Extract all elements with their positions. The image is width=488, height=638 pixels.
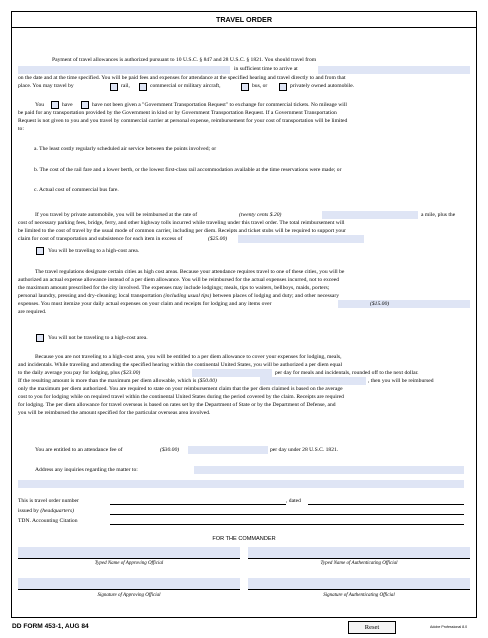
p5-line3b: per day for meals and incidentals, rounded off to the next dollar. [275, 370, 419, 376]
p4-line6: are required. [18, 309, 47, 315]
excess-amount-field[interactable] [238, 235, 364, 243]
fee-label-b: per day under 28 U.S.C. 1821. [270, 447, 339, 453]
not-high-cost-checkbox[interactable] [36, 334, 44, 342]
list-item-a: a. The least costly regularly scheduled air service between the points involved; or [34, 146, 217, 152]
p5-line6: cost to you for lodging while on required travel within the continental United States during the period covered by the claim. Receipts are required [18, 394, 344, 400]
aircraft-checkbox[interactable] [139, 83, 147, 91]
p5-line8: you will be reimbursed the amount specified for the particular overseas area involved. [18, 410, 211, 416]
list-item-c: c. Actual cost of commercial bus fare. [34, 187, 119, 193]
p4-line2: authorized an actual expense allowance instead of a per diem allowance. You will be reimbursed for the actual expenses incurred, not to exceed [18, 277, 340, 283]
p3-amount: ($25.00) [208, 236, 228, 242]
p2-rest: have not been given a "Government Transportation Request" to exchange for commercial tickets. No mileage will [92, 102, 347, 108]
signature-authenticating-line [248, 588, 470, 590]
automobile-checkbox[interactable] [279, 83, 287, 91]
typed-approving-line [18, 557, 240, 559]
mileage-field[interactable] [322, 211, 418, 219]
issued-by-label: issued by (headquarters) [18, 508, 74, 514]
p3-line1: If you travel by private automobile, you will be reimbursed at the rate of [35, 212, 198, 218]
address-field-1[interactable] [194, 466, 464, 474]
automobile-label: privately owned automobile. [290, 83, 355, 89]
p1-line3: on the date and at the time specified. You will be paid fees and expenses for attendance at the specified hearing and travel directly to and from that [18, 75, 346, 81]
high-cost-label: You will be traveling to a high-cost area. [48, 248, 140, 254]
arrive-at-field[interactable] [318, 66, 470, 74]
max-per-diem-field[interactable] [260, 377, 366, 385]
p5-line2: and incidentals. While traveling and attending the specified hearing within the continental United States, you will be authorized a per diem equal [18, 362, 343, 368]
p1-place: place. You may travel by [18, 83, 74, 89]
adobe-version: Adobe Professional 8.0 [430, 625, 468, 629]
mileage-rate: (twenty cents $.20) [239, 212, 282, 218]
dated-label: , dated [286, 498, 301, 504]
p2-line4: to: [18, 126, 24, 132]
list-item-b: b. The cost of the rail fare and a lower berth, or the lowest first-class rail accommodation available at the time reservations were made; or [34, 167, 342, 173]
order-number-field[interactable] [110, 497, 286, 505]
for-the-commander: FOR THE COMMANDER [212, 536, 276, 542]
aircraft-label: commercial or military aircraft, [150, 83, 221, 89]
signature-approving-caption: Signature of Approving Official [97, 593, 161, 598]
not-high-cost-label: You will not be traveling to a high-cost area. [48, 335, 148, 341]
fee-amount: ($30.00) [160, 447, 180, 453]
have-not-checkbox[interactable] [81, 101, 89, 109]
p2-line2: be paid for any transportation provided by the Government in kind or by Government Transportation Request. If a Government Transportation [18, 110, 337, 116]
high-cost-checkbox[interactable] [36, 247, 44, 255]
p5-line3: to the daily average you pay for lodging, plus ($23.00) [18, 370, 141, 376]
form-number: DD FORM 453-1, AUG 84 [12, 623, 89, 630]
p2-line3: Request is not given to you and you travel by commercial carrier at personal expense, reimbursement for your cost of transportation will be limited [18, 118, 348, 124]
issued-by-field[interactable] [110, 507, 464, 515]
p3-line2: cost of necessary parking fees, bridge, ferry, and other highway tolls incurred while traveling under this travel order. The total reimbursement will [18, 220, 345, 226]
p1-line2: in sufficient time to arrive at [234, 66, 298, 72]
rail-checkbox[interactable] [110, 83, 118, 91]
travel-order-form [11, 11, 477, 618]
p3-line1b: a mile, plus the [421, 212, 456, 218]
bus-checkbox[interactable] [241, 83, 249, 91]
p4-line1: The travel regulations designate certain cities as high cost areas. Because your attendance requires travel to one of these cities, you will be [35, 269, 345, 275]
typed-authenticating-caption: Typed Name of Authenticating Official [320, 561, 398, 566]
itemize-field[interactable] [338, 300, 470, 308]
p4-line4: personal laundry, pressing and dry-cleaning; local transportation (including usual tips) between places of lodging and duty; and other necessary [18, 293, 340, 299]
tdn-field[interactable] [110, 517, 464, 525]
p4-line3: the maximum amount prescribed for the city involved. The expenses may include lodgings; meals, tips to waiters, bellboys, maids, porters; [18, 285, 330, 291]
p3-line4: claim for cost of transportation and subsistence for each item in excess of [18, 236, 183, 242]
signature-authenticating-caption: Signature of Authenticating Official [323, 593, 395, 598]
p4-line5: expenses. You must itemize your daily actual expenses on your claim and receipts for lodging and any items over [18, 301, 272, 307]
address-label: Address any inquiries regarding the matter to: [35, 467, 138, 473]
p1-line1: Payment of travel allowances is authorized pursuant to 10 U.S.C. § 847 and 28 U.S.C. § 1821. You should travel from [52, 57, 317, 63]
p2-you: You [35, 102, 45, 108]
have-checkbox[interactable] [51, 101, 59, 109]
signature-approving-line [18, 588, 240, 590]
bus-label: bus, or [252, 83, 268, 89]
p5-line5: only the maximum per diem authorized. You are required to state on your reimbursement claim that the per diem claimed is based on the average [18, 386, 343, 392]
rail-label: rail, [121, 83, 130, 89]
meals-field[interactable] [192, 369, 272, 377]
dated-field[interactable] [308, 497, 464, 505]
travel-from-field[interactable] [18, 66, 230, 74]
p3-line3: be limited to the cost of travel by the usual mode of common carrier, including per diem. Receipts and ticket stubs will be required to support your [18, 228, 346, 234]
p2-have: have [62, 102, 73, 108]
address-field-2[interactable] [18, 480, 464, 488]
tdn-label: TDN. Accounting Citation [18, 518, 78, 524]
p5-line1: Because you are not traveling to a high-cost area, you will be entitled to a per diem allowance to cover your expenses for lodging, meals, [35, 354, 342, 360]
p4-amount: ($15.00) [370, 301, 390, 307]
reset-button[interactable]: Reset [348, 621, 396, 634]
attendance-fee-field[interactable] [188, 446, 268, 454]
typed-approving-caption: Typed Name of Approving Official [94, 561, 164, 566]
p5-line4b: , then you will be reimbursed [368, 378, 434, 384]
p5-line4: If the resulting amount is more than the maximum per diem allowable, which is ($50.00) [18, 378, 217, 384]
form-title: TRAVEL ORDER [12, 12, 476, 28]
typed-authenticating-line [248, 557, 470, 559]
fee-label: You are entitled to an attendance fee of [35, 447, 123, 453]
order-number-label: This is travel order number [18, 498, 79, 504]
p5-line7: for lodging. The per diem allowance for travel overseas is based on rates set by the Department of State or by the Department of Defense, and [18, 402, 336, 408]
